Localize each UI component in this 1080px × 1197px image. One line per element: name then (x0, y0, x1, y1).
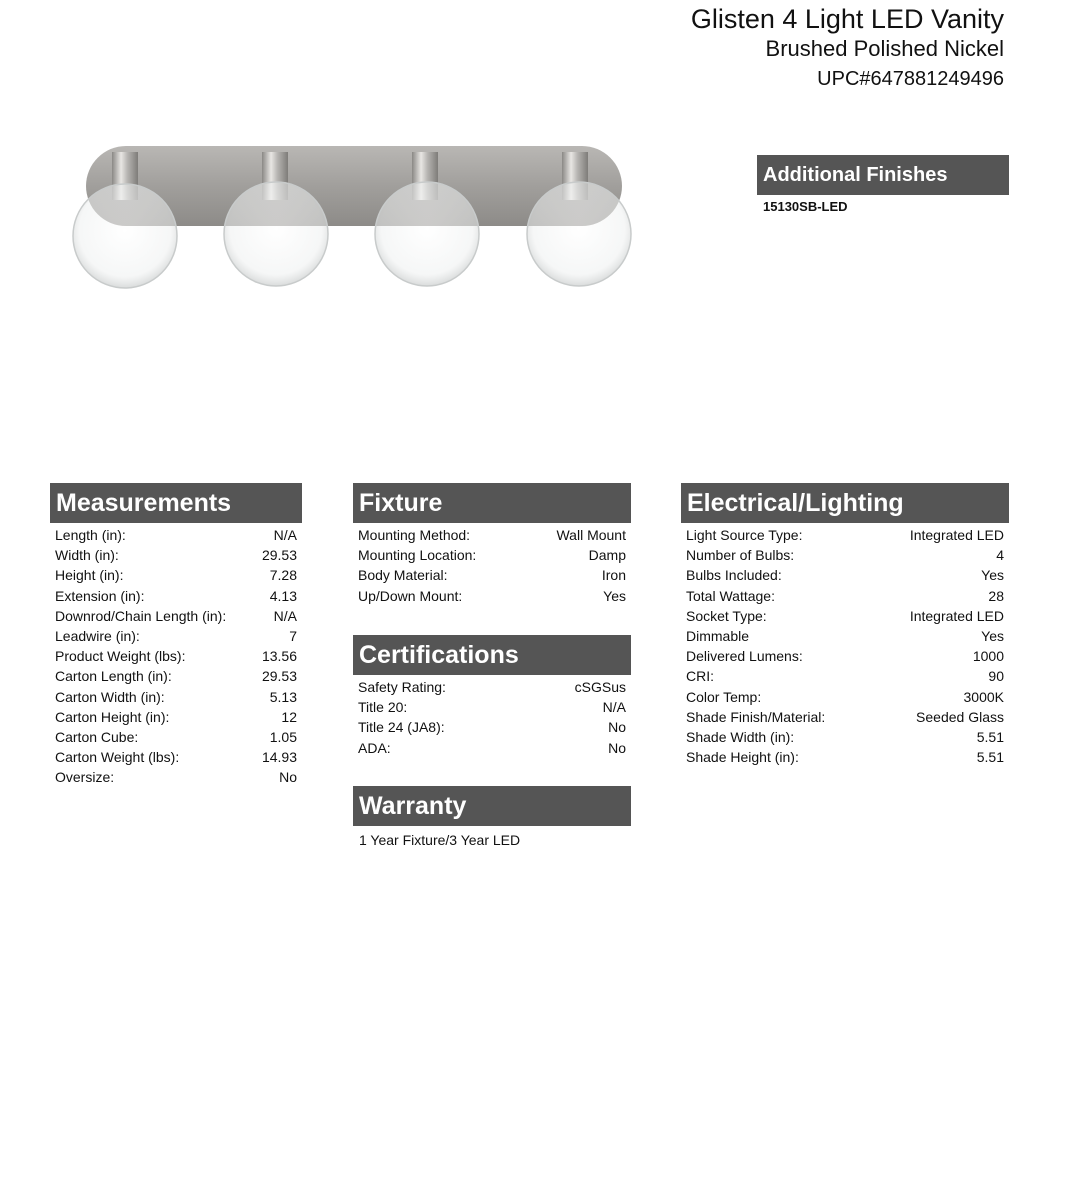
spec-value: N/A (602, 699, 626, 716)
fixture-heading: Fixture (353, 483, 631, 523)
additional-finishes-heading: Additional Finishes (757, 155, 1009, 195)
spec-row (681, 606, 1009, 626)
spec-label: CRI: (686, 668, 714, 685)
warranty-section (353, 786, 631, 854)
spec-label: Shade Height (in): (686, 749, 799, 766)
spec-row (50, 767, 302, 787)
spec-row (353, 545, 631, 565)
spec-value: 5.51 (976, 749, 1004, 766)
spec-value: 3000K (963, 688, 1004, 705)
spec-value: N/A (273, 527, 297, 543)
spec-row (681, 545, 1009, 565)
spec-value: Iron (601, 567, 626, 584)
spec-label: Carton Height (in): (55, 708, 170, 725)
spec-value: Integrated LED (909, 607, 1004, 624)
spec-value: 14.93 (261, 749, 297, 766)
spec-value: Yes (981, 628, 1004, 645)
spec-row (50, 646, 302, 666)
spec-row (681, 586, 1009, 606)
spec-row (681, 707, 1009, 727)
spec-label: Mounting Method: (358, 527, 471, 543)
additional-finish-item: 15130SB-LED (763, 199, 848, 214)
spec-row (353, 717, 631, 737)
spec-row (681, 646, 1009, 666)
certifications-section (353, 635, 631, 758)
measurements-table (50, 523, 302, 788)
spec-row (50, 727, 302, 747)
spec-row (681, 525, 1009, 545)
spec-label: Light Source Type: (686, 527, 803, 543)
spec-row (50, 747, 302, 767)
spec-row (50, 666, 302, 686)
spec-label: Shade Finish/Material: (686, 708, 826, 725)
spec-value: cSGSus (574, 679, 626, 695)
certifications-table (353, 675, 631, 758)
spec-row (50, 707, 302, 727)
spec-label: Title 20: (358, 699, 408, 716)
spec-value: No (608, 739, 626, 756)
measurements-heading: Measurements (50, 483, 302, 523)
spec-value: N/A (273, 607, 297, 624)
spec-value: No (608, 719, 626, 736)
spec-value: 4 (996, 547, 1004, 564)
additional-finishes-section (757, 155, 1009, 218)
spec-label: Socket Type: (686, 607, 767, 624)
measurements-section (50, 483, 302, 788)
spec-row (50, 565, 302, 585)
spec-row (353, 525, 631, 545)
spec-row (50, 545, 302, 565)
spec-label: Leadwire (in): (55, 628, 140, 645)
spec-label: Downrod/Chain Length (in): (55, 607, 227, 624)
spec-row (50, 525, 302, 545)
spec-label: Carton Width (in): (55, 688, 165, 705)
spec-label: Carton Cube: (55, 729, 139, 746)
spec-label: Up/Down Mount: (358, 587, 463, 604)
spec-label: Length (in): (55, 527, 126, 543)
warranty-text: 1 Year Fixture/3 Year LED (359, 832, 521, 848)
spec-row (681, 687, 1009, 707)
spec-value: 29.53 (261, 668, 297, 685)
spec-row (353, 565, 631, 585)
spec-value: 13.56 (261, 648, 297, 665)
spec-label: Total Wattage: (686, 587, 775, 604)
spec-label: Mounting Location: (358, 547, 477, 564)
spec-value: 7.28 (269, 567, 297, 584)
spec-value: 5.51 (976, 729, 1004, 746)
spec-label: Height (in): (55, 567, 124, 584)
spec-label: Product Weight (lbs): (55, 648, 186, 665)
spec-value: 5.13 (269, 688, 297, 705)
spec-label: Shade Width (in): (686, 729, 795, 746)
spec-value: 29.53 (261, 547, 297, 564)
spec-value: Seeded Glass (916, 708, 1004, 725)
electrical-section (681, 483, 1009, 767)
fixture-table (353, 523, 631, 606)
spec-label: Safety Rating: (358, 679, 446, 695)
spec-value: Yes (603, 587, 626, 604)
spec-label: Body Material: (358, 567, 448, 584)
spec-label: Number of Bulbs: (686, 547, 795, 564)
spec-value: 1.05 (269, 729, 297, 746)
warranty-heading: Warranty (353, 786, 631, 826)
product-title: Glisten 4 Light LED Vanity (690, 4, 1004, 34)
spec-value: Damp (588, 547, 626, 564)
spec-value: 7 (289, 628, 297, 645)
spec-row (50, 687, 302, 707)
product-image (70, 140, 638, 300)
spec-value: Wall Mount (556, 527, 626, 543)
spec-label: Title 24 (JA8): (358, 719, 445, 736)
spec-row (353, 586, 631, 606)
spec-row (353, 738, 631, 758)
spec-label: Carton Weight (lbs): (55, 749, 180, 766)
spec-label: Carton Length (in): (55, 668, 172, 685)
spec-row (353, 677, 631, 697)
fixture-section (353, 483, 631, 606)
spec-value: 4.13 (269, 587, 297, 604)
spec-value: Yes (981, 567, 1004, 584)
spec-label: ADA: (358, 739, 391, 756)
spec-row (50, 586, 302, 606)
spec-row (50, 626, 302, 646)
spec-row (681, 565, 1009, 585)
spec-row (681, 666, 1009, 686)
product-finish: Brushed Polished Nickel (765, 36, 1004, 61)
spec-label: Extension (in): (55, 587, 145, 604)
spec-row (681, 747, 1009, 767)
product-upc: UPC#647881249496 (817, 68, 1004, 90)
spec-label: Bulbs Included: (686, 567, 782, 584)
product-title-block (691, 4, 1004, 94)
spec-row (50, 606, 302, 626)
spec-label: Delivered Lumens: (686, 648, 803, 665)
spec-row (353, 697, 631, 717)
spec-label: Width (in): (55, 547, 119, 564)
electrical-heading: Electrical/Lighting (681, 483, 1009, 523)
spec-value: Integrated LED (909, 527, 1004, 543)
spec-label: Dimmable (686, 628, 750, 645)
spec-value: 1000 (972, 648, 1004, 665)
spec-value: 12 (281, 708, 297, 725)
certifications-heading: Certifications (353, 635, 631, 675)
spec-label: Color Temp: (686, 688, 762, 705)
spec-value: No (279, 769, 297, 786)
spec-row (681, 626, 1009, 646)
spec-label: Oversize: (55, 769, 115, 786)
electrical-table (681, 523, 1009, 767)
spec-value: 28 (988, 587, 1004, 604)
spec-row (681, 727, 1009, 747)
spec-value: 90 (988, 668, 1004, 685)
